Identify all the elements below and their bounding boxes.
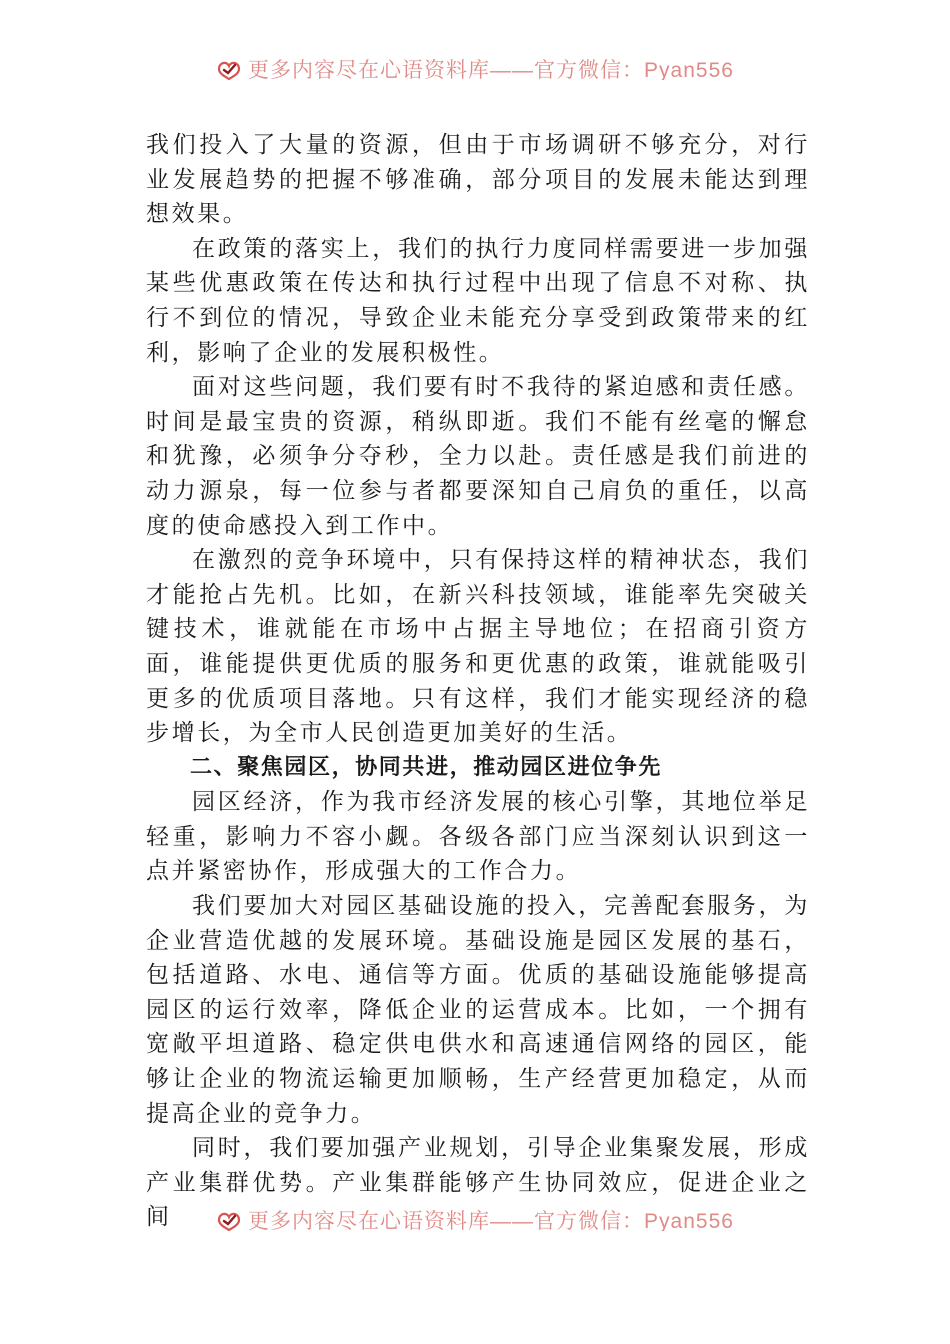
brand-logo-icon	[216, 58, 242, 80]
document-body	[146, 128, 810, 1235]
watermark-text: 更多内容尽在心语资料库——官方微信：Pyan556	[248, 1210, 734, 1231]
paragraph: 在激烈的竞争环境中，只有保持这样的精神状态，我们才能抢占先机。比如，在新兴科技领域，谁能率先突破关键技术，谁就能在市场中占据主导地位；在招商引资方面，谁能提供更优质的服务和更优惠的政策，谁就能吸引更多的优质项目落地。只有这样，我们才能实现经济的稳步增长，为全市人民创造更加美好的生活。	[146, 547, 810, 747]
paragraph: 园区经济，作为我市经济发展的核心引擎，其地位举足轻重，影响力不容小觑。各级各部门应当深刻认识到这一点并紧密协作，形成强大的工作合力。	[146, 789, 810, 885]
brand-logo-icon	[216, 1209, 242, 1231]
watermark-text: 更多内容尽在心语资料库——官方微信：Pyan556	[248, 59, 734, 80]
paragraph: 我们投入了大量的资源，但由于市场调研不够充分，对行业发展趋势的把握不够准确，部分项目的发展未能达到理想效果。	[146, 132, 810, 228]
paragraph: 我们要加大对园区基础设施的投入，完善配套服务，为企业营造优越的发展环境。基础设施是园区发展的基石，包括道路、水电、通信等方面。优质的基础设施能够提高园区的运行效率，降低企业的运营成本。比如，一个拥有宽敞平坦道路、稳定供电供水和高速通信网络的园区，能够让企业的物流运输更加顺畅，生产经营更加稳定，从而提高企业的竞争力。	[146, 893, 810, 1127]
watermark-top	[0, 52, 950, 80]
paragraph: 在政策的落实上，我们的执行力度同样需要进一步加强某些优惠政策在传达和执行过程中出现了信息不对称、执行不到位的情况，导致企业未能充分享受到政策带来的红利，影响了企业的发展积极性。	[146, 235, 810, 366]
paragraph: 同时，我们要加强产业规划，引导企业集聚发展，形成产业集群优势。产业集群能够产生协同效应，促进企业之间	[146, 1135, 810, 1231]
paragraph: 面对这些问题，我们要有时不我待的紧迫感和责任感。时间是最宝贵的资源，稍纵即逝。我们不能有丝毫的懈怠和犹豫，必须争分夺秒，全力以赴。责任感是我们前进的动力源泉，每一位参与者都要深知自己肩负的重任，以高度的使命感投入到工作中。	[146, 374, 810, 539]
section-heading: 二、聚焦园区，协同共进，推动园区进位争先	[190, 754, 663, 780]
watermark-bottom	[0, 1203, 950, 1231]
